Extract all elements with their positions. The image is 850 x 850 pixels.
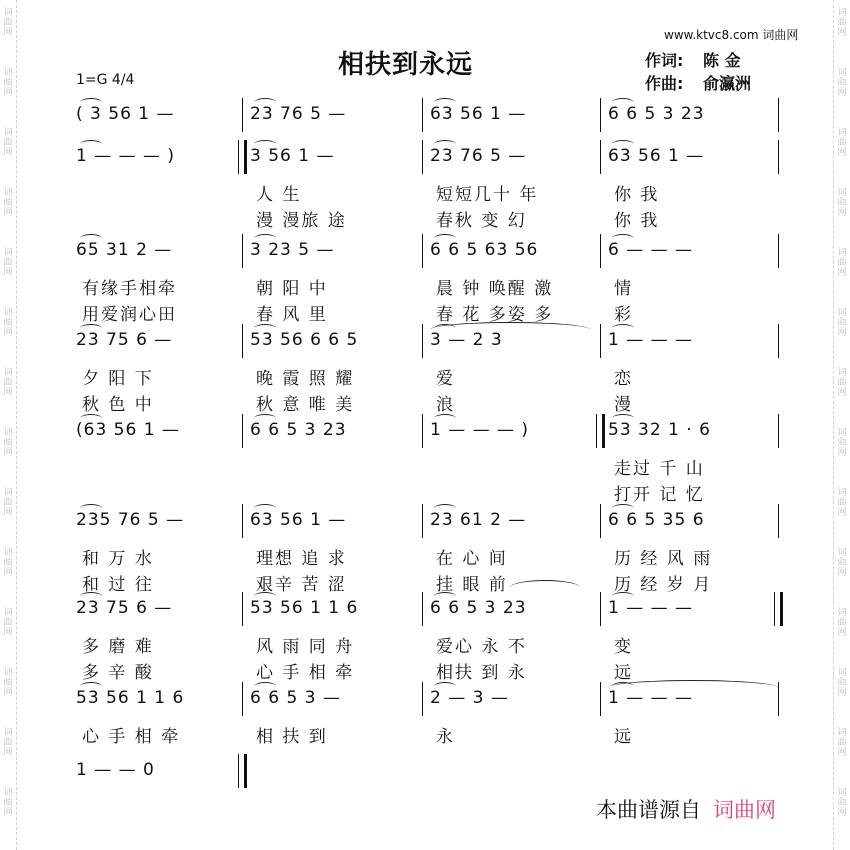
lyric-segment: 心 手 相 牵 [82,727,181,747]
bar-line [422,98,423,132]
measure: 1 — — 0 [76,760,155,780]
tie-mark [608,680,778,695]
slur-mark [612,234,634,243]
slur-mark [80,324,102,333]
measure: 23 76 5 — [250,104,347,124]
lyric-segment: 爱 [436,369,455,389]
watermark-text: 词曲网 [837,128,847,158]
bar-line [242,414,243,448]
slur-mark [254,234,276,243]
lyric-segment: 多 磨 难 [82,637,154,657]
lyric-segment: 恋 [614,369,633,389]
slur-mark [80,592,102,601]
watermark-text: 词曲网 [3,608,13,638]
slur-mark [254,98,276,107]
lyric-segment: 情 [614,279,633,299]
slur-mark [80,140,102,149]
measure: 23 61 2 — [430,510,527,530]
watermark-text: 词曲网 [3,548,13,578]
lyrics-verse-2 [0,570,850,594]
watermark-text: 词曲网 [837,68,847,98]
watermark-text: 词曲网 [837,368,847,398]
slur-mark [612,504,634,513]
bar-line [242,234,243,268]
lyrics-verse-2 [0,658,850,682]
lyric-segment: 浪 [436,395,455,415]
tie-mark [510,580,580,595]
measure: 235 76 5 — [76,510,185,530]
lyrics-verse-1 [0,454,850,478]
lyric-segment: 漫 [614,395,633,415]
lyric-segment: 秋 意 唯 美 [256,395,355,415]
measure: (63 56 1 — [76,420,180,440]
measure: 3 23 5 — [250,240,335,260]
watermark-text: 词曲网 [837,188,847,218]
bar-line [242,504,243,538]
lyric-segment: 晚 霞 照 耀 [256,369,355,389]
measure: 53 32 1 · 6 [608,420,711,440]
lyric-segment: 你 我 [614,211,660,231]
watermark-text: 词曲网 [3,488,13,518]
measure: 65 31 2 — [76,240,173,260]
notes-line [0,420,850,444]
bar-line [600,140,601,174]
watermark-text: 词曲网 [837,608,847,638]
measure: 53 56 1 1 6 [250,598,359,618]
lyric-segment: 理想 追 求 [256,549,347,569]
watermark-text: 词曲网 [837,728,847,758]
bar-line [422,682,423,716]
notes-line [0,146,850,170]
lyric-segment: 人 生 [256,185,302,205]
watermark-text: 词曲网 [3,668,13,698]
bar-line [422,414,423,448]
bar-line [778,504,779,538]
bar-line [422,234,423,268]
watermark-text: 词曲网 [3,248,13,278]
slur-mark [612,324,634,333]
notes-line [0,104,850,128]
measure: 63 56 1 — [250,510,347,530]
notes-line [0,598,850,622]
lyric-segment: 心 手 相 牵 [256,663,355,683]
lyric-segment: 打开 记 忆 [614,485,705,505]
watermark-text: 词曲网 [3,428,13,458]
site-url[interactable]: www.ktvc8.com 词曲网 [664,28,799,42]
footer-text: 本曲谱源自 [596,798,701,822]
bar-line [600,324,601,358]
lyric-segment: 挂 眼 前 [436,575,508,595]
lyrics-verse-2 [0,480,850,504]
bar-line [242,98,243,132]
measure: 63 56 1 — [430,104,527,124]
song-title: 相扶到永远 [338,50,474,80]
lyrics-verse-2 [0,390,850,414]
slur-mark [254,682,276,691]
measure: 1 — — — ) [430,420,530,440]
lyrics-verse-1 [0,274,850,298]
lyrics-verse-2 [0,300,850,324]
watermark-text: 词曲网 [3,68,13,98]
notes-line [0,330,850,354]
bar-line [600,98,601,132]
bar-line [422,140,423,174]
end-bar [774,592,783,626]
watermark-text: 词曲网 [3,8,13,38]
bar-line [778,98,779,132]
lyric-segment: 春 花 多姿 多 [436,305,554,325]
lyrics-verse-1 [0,632,850,656]
lyric-segment: 彩 [614,305,633,325]
lyric-segment: 变 [614,637,633,657]
watermark-text: 词曲网 [3,188,13,218]
watermark-text: 词曲网 [837,788,847,818]
lyricist-label: 作词: [645,51,684,70]
slur-mark [254,324,276,333]
watermark-text: 词曲网 [837,8,847,38]
slur-mark [434,414,456,423]
lyric-segment: 短短几十 年 [436,185,539,205]
slur-mark [612,98,634,107]
slur-mark [80,234,102,243]
lyricist-name: 陈 金 [703,51,741,70]
measure: 6 6 5 3 23 [250,420,347,440]
bar-line [422,592,423,626]
measure: 2 — 3 — [430,688,509,708]
key-signature: 1=G 4/4 [76,72,135,88]
lyric-segment: 朝 阳 中 [256,279,328,299]
lyric-segment: 永 [436,727,455,747]
lyric-segment: 在 心 间 [436,549,508,569]
lyric-segment: 相 扶 到 [256,727,328,747]
lyric-segment: 用爱润心田 [82,305,177,325]
lyric-segment: 历 经 风 雨 [614,549,713,569]
composer-name: 俞瀛洲 [703,74,752,93]
measure: 6 6 5 3 23 [430,598,527,618]
lyric-segment: 春 风 里 [256,305,328,325]
bar-line [242,592,243,626]
bar-line [422,324,423,358]
measure: 63 56 1 — [608,146,705,166]
lyric-segment: 相扶 到 永 [436,663,527,683]
measure: 23 75 6 — [76,598,173,618]
lyric-segment: 秋 色 中 [82,395,154,415]
watermark-text: 词曲网 [837,548,847,578]
lyric-segment: 晨 钟 唤醒 激 [436,279,554,299]
watermark-text: 词曲网 [3,128,13,158]
slur-mark [434,592,456,601]
measure: 1 — — — ) [76,146,176,166]
bar-line [242,682,243,716]
watermark-text: 词曲网 [837,308,847,338]
measure: 23 75 6 — [76,330,173,350]
repeat-bar [238,140,247,174]
measure: 6 — — — [608,240,694,260]
slur-mark [612,592,634,601]
bar-line [600,234,601,268]
lyric-segment: 远 [614,727,633,747]
repeat-bar [596,414,605,448]
notes-line [0,240,850,264]
watermark-text: 词曲网 [3,368,13,398]
measure: 53 56 6 6 5 [250,330,359,350]
slur-mark [254,140,276,149]
lyric-segment: 多 辛 酸 [82,663,154,683]
slur-mark [434,682,456,691]
slur-mark [80,504,102,513]
measure: 1 — — — [608,688,694,708]
composer-credit [645,71,751,94]
bar-line [600,682,601,716]
lyric-segment: 风 雨 同 舟 [256,637,355,657]
lyric-segment: 和 万 水 [82,549,154,569]
bar-line [422,504,423,538]
source-footer [596,794,776,824]
watermark-text: 词曲网 [3,728,13,758]
lyric-segment: 有缘手相牵 [82,279,177,299]
end-bar [238,754,247,788]
bar-line [778,234,779,268]
watermark-text: 词曲网 [3,308,13,338]
bar-line [600,504,601,538]
lyric-segment: 走过 千 山 [614,459,705,479]
slur-mark [80,682,102,691]
bar-line [600,592,601,626]
lyrics-verse-1 [0,180,850,204]
measure: 3 — 2 3 [430,330,503,350]
slur-mark [612,414,634,423]
measure: 3 56 1 — [250,146,335,166]
measure: ( 3 56 1 — [76,104,175,124]
lyric-segment: 和 过 往 [82,575,154,595]
measure: 6 6 5 3 — [250,688,341,708]
slur-mark [80,414,102,423]
lyric-segment: 艰辛 苦 涩 [256,575,347,595]
measure: 53 56 1 1 6 [76,688,185,708]
measure: 6 6 5 35 6 [608,510,705,530]
lyric-segment: 历 经 岁 月 [614,575,713,595]
tie-mark [430,322,590,337]
footer-brand-link[interactable]: 词曲网 [713,798,776,822]
lyric-segment: 远 [614,663,633,683]
slur-mark [434,234,456,243]
watermark-text: 词曲网 [837,248,847,278]
watermark-text: 词曲网 [837,668,847,698]
watermark-text: 词曲网 [837,428,847,458]
composer-label: 作曲: [645,74,684,93]
bar-line [242,324,243,358]
lyric-segment: 你 我 [614,185,660,205]
watermark-text: 词曲网 [837,488,847,518]
slur-mark [80,98,102,107]
bar-line [778,682,779,716]
lyricist-credit [645,48,741,71]
watermark-text: 词曲网 [3,788,13,818]
lyric-segment: 春秋 变 幻 [436,211,527,231]
notes-line [0,760,850,784]
lyric-segment: 爱心 永 不 [436,637,527,657]
bar-line [778,324,779,358]
lyrics-verse-1 [0,364,850,388]
lyrics-verse-2 [0,206,850,230]
measure: 6 6 5 3 23 [608,104,705,124]
slur-mark [434,504,456,513]
slur-mark [254,504,276,513]
lyrics-verse-1 [0,722,850,746]
slur-mark [254,592,276,601]
slur-mark [434,98,456,107]
measure: 1 — — — [608,598,694,618]
lyric-segment: 夕 阳 下 [82,369,154,389]
measure: 23 76 5 — [430,146,527,166]
slur-mark [254,414,276,423]
slur-mark [612,140,634,149]
bar-line [778,414,779,448]
slur-mark [434,140,456,149]
lyrics-verse-1 [0,544,850,568]
notes-line [0,510,850,534]
measure: 1 — — — [608,330,694,350]
lyric-segment: 漫 漫旅 途 [256,211,347,231]
bar-line [778,140,779,174]
measure: 6 6 5 63 56 [430,240,539,260]
